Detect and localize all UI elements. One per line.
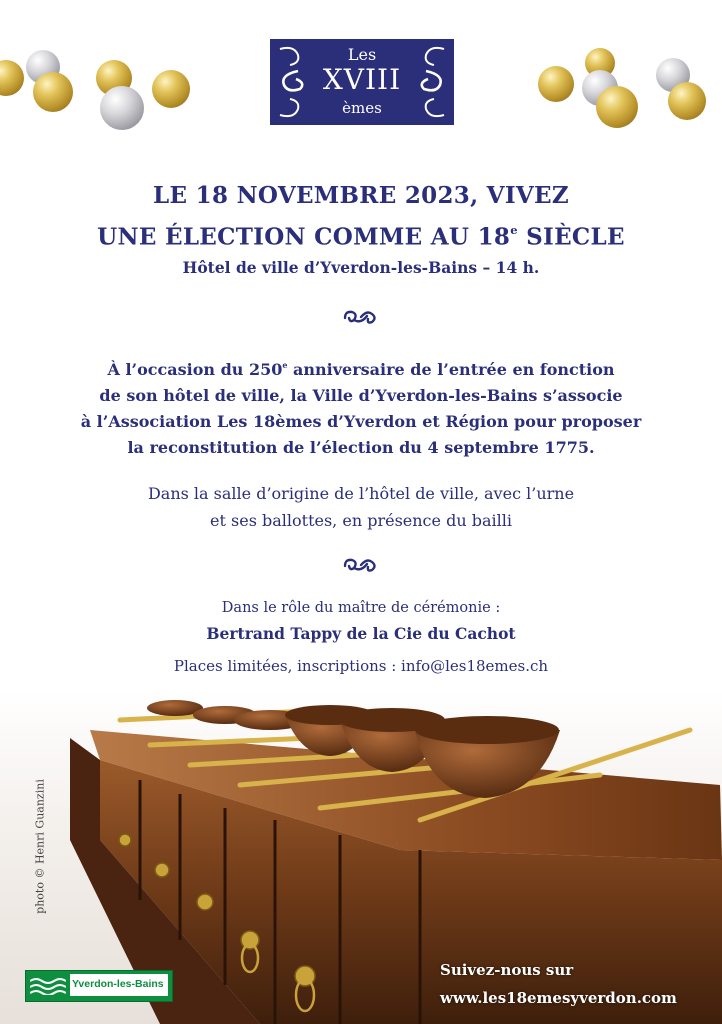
gold-ball [596, 86, 638, 128]
silver-ball [100, 86, 144, 130]
logo-line-xviii: XVIII [322, 63, 402, 96]
intro-line-3: à l’Association Les 18èmes d’Yverdon et Région pour proposer [80, 412, 642, 432]
ceremony-role-label: Dans le rôle du maître de cérémonie : [221, 600, 501, 616]
flourish-ornament-icon [341, 308, 381, 326]
gold-ball [538, 66, 574, 102]
gold-ball [152, 70, 190, 108]
intro-line-4: la reconstitution de l’élection du 4 septembre 1775. [127, 438, 595, 458]
website-link[interactable]: www.les18emesyverdon.com [440, 989, 677, 1007]
description-line-2: et ses ballottes, en présence du bailli [210, 511, 512, 530]
les-xviii-emes-logo [270, 39, 454, 125]
gold-ball [33, 72, 73, 112]
description-paragraph [0, 480, 722, 534]
logo-line-emes: èmes [342, 99, 382, 117]
headline-line-1: LE 18 NOVEMBRE 2023, VIVEZ [153, 182, 569, 209]
headline-line-2 [0, 213, 722, 254]
flourish-ornament-icon [341, 556, 381, 574]
intro-paragraph [0, 352, 722, 461]
intro-line-2: de son hôtel de ville, la Ville d’Yverdon-les-Bains s’associe [99, 386, 623, 406]
city-name: Yverdon-les-Bains [72, 978, 164, 990]
gold-ball [0, 60, 24, 96]
intro-line-1-text: À l’occasion du 250 [107, 360, 283, 380]
headline [0, 178, 722, 254]
description-line-1: Dans la salle d’origine de l’hôtel de ville, avec l’urne [147, 484, 575, 503]
superscript: e [510, 223, 518, 237]
wave-icon [30, 977, 66, 995]
headline-line-2-text: UNE ÉLECTION COMME AU 18 [97, 223, 511, 251]
photo-credit: photo © Henri Guanzini [33, 779, 47, 914]
ceremony-master-name: Bertrand Tappy de la Cie du Cachot [206, 624, 516, 643]
superscript: e [282, 360, 288, 370]
logo-line-les: Les [347, 45, 377, 64]
intro-line-1-end: anniversaire de l’entrée en fonction [287, 360, 615, 380]
gold-ball [668, 82, 706, 120]
follow-us [440, 956, 710, 1012]
follow-label: Suivez-nous sur [440, 961, 574, 979]
registration-info: Places limitées, inscriptions : info@les18emes.ch [173, 657, 549, 675]
yverdon-les-bains-logo [25, 970, 173, 1002]
intro-line-1 [0, 352, 722, 383]
headline-line-2-end: SIÈCLE [517, 223, 625, 251]
venue-time: Hôtel de ville d’Yverdon-les-Bains – 14 h. [182, 258, 540, 277]
